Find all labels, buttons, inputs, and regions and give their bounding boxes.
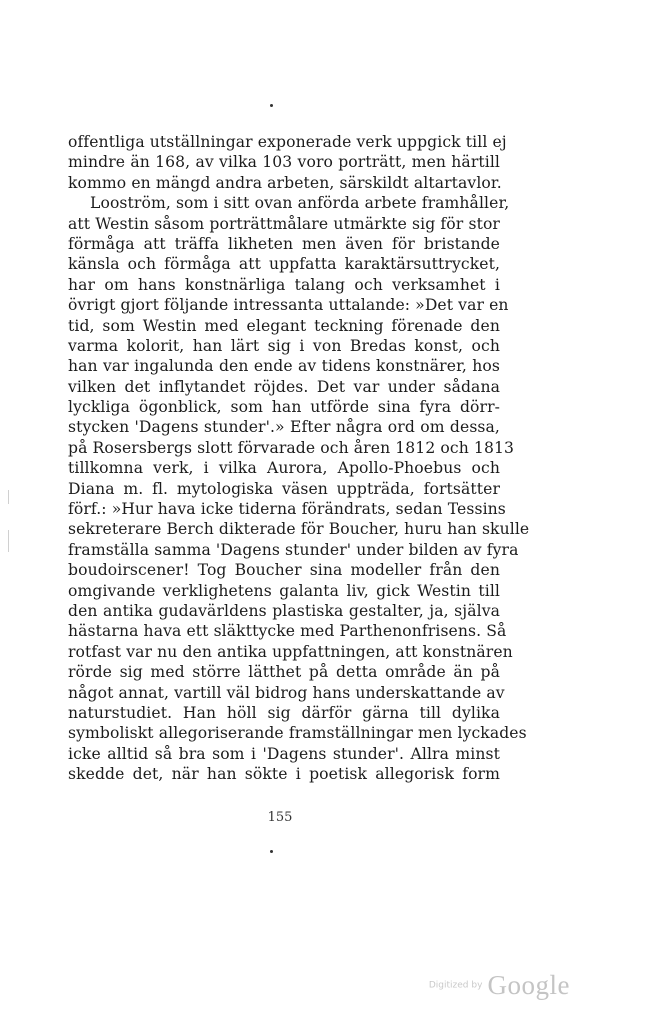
digitized-watermark (429, 970, 570, 1001)
text-line: stycken 'Dagens stunder'.» Efter några ord om dessa, (68, 418, 500, 437)
text-line: icke alltid så bra som i 'Dagens stunder'. Allra minst (68, 744, 500, 763)
text-line: känsla och förmåga att uppfatta karaktärsuttrycket, (68, 255, 500, 274)
text-line: mindre än 168, av vilka 103 voro porträtt, men härtill (68, 153, 500, 172)
bottom-dot (270, 850, 273, 853)
text-line: tillkomna verk, i vilka Aurora, Apollo-Phoebus och (68, 459, 500, 478)
text-line: offentliga utställningar exponerade verk uppgick till ej (68, 133, 507, 151)
margin-mark (8, 490, 9, 504)
text-line: kommo en mängd andra arbeten, särskildt altartavlor. (68, 173, 502, 192)
watermark-prefix: Digitized by (428, 980, 483, 991)
text-line: rörde sig med större lätthet på detta område än på (68, 663, 500, 682)
text-line: varma kolorit, han lärt sig i von Bredas konst, och (68, 336, 500, 355)
text-line: Looström, som i sitt ovan anförda arbete framhåller, (90, 194, 510, 213)
google-logo: Google (487, 970, 570, 1000)
text-line: Diana m. fl. mytologiska väsen uppträda, fortsätter (68, 479, 500, 498)
text-line: förf.: »Hur hava icke tiderna förändrats, sedan Tessins (68, 500, 506, 519)
text-line: har om hans konstnärliga talang och verksamhet i (68, 275, 500, 294)
text-line: lyckliga ögonblick, som han utförde sina fyra dörr- (68, 398, 500, 417)
text-line: den antika gudavärldens plastiska gestalter, ja, själva (68, 601, 500, 620)
text-line: symboliskt allegoriserande framställningar men lyckades (68, 724, 527, 743)
text-line: sekreterare Berch dikterade för Boucher, huru han skulle (68, 520, 530, 539)
text-line: omgivande verklighetens galanta liv, gick Westin till (68, 581, 500, 600)
body-text (68, 132, 530, 785)
text-line: på Rosersbergs slott förvarade och åren 1812 och 1813 (68, 438, 515, 457)
text-line: tid, som Westin med elegant teckning förenade den (68, 316, 500, 335)
text-line: övrigt gjort följande intressanta uttalande: »Det var en (68, 296, 509, 315)
margin-mark (8, 530, 9, 552)
text-line: vilken det inflytandet röjdes. Det var under sådana (68, 377, 500, 396)
text-line: han var ingalunda den ende av tidens konstnärer, hos (68, 357, 500, 376)
text-line: boudoirscener! Tog Boucher sina modeller från den (68, 561, 500, 580)
text-line: att Westin såsom porträttmålare utmärkte sig för stor (68, 214, 500, 233)
text-line: framställa samma 'Dagens stunder' under bilden av fyra (68, 540, 519, 559)
text-line: något annat, vartill väl bidrog hans underskattande av (68, 683, 505, 702)
text-line: hästarna hava ett släkttycke med Parthenonfrisens. Så (68, 622, 507, 641)
top-dot (270, 104, 273, 107)
page-number: 155 (267, 810, 293, 825)
text-line: rotfast var nu den antika uppfattningen, att konstnären (68, 642, 513, 661)
text-line: skedde det, när han sökte i poetisk allegorisk form (68, 765, 500, 784)
text-line: naturstudiet. Han höll sig därför gärna till dylika (68, 703, 500, 722)
text-line: förmåga att träffa likheten men även för bristande (68, 234, 500, 253)
